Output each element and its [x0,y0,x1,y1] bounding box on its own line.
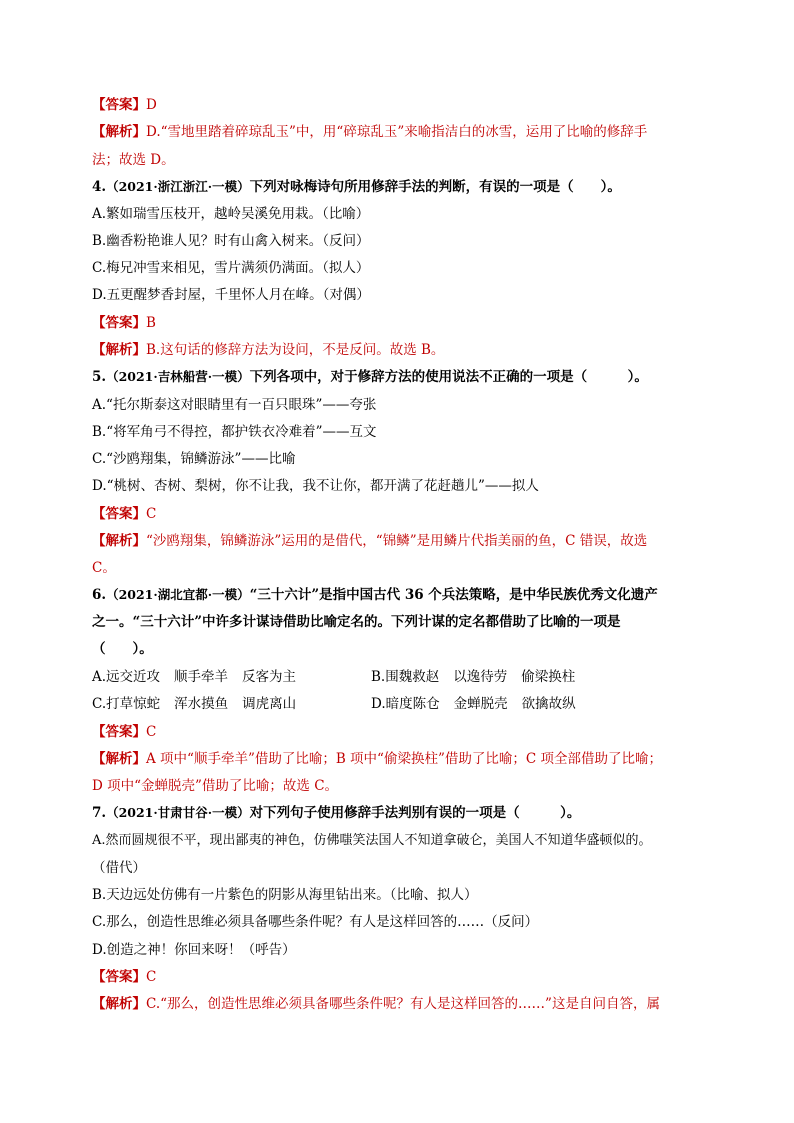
question-stem [92,803,580,823]
question-text: 对下列句子使用修辞手法判别有误的一项是（ ）。 [249,805,581,821]
answer-line [92,313,156,333]
option-item: 远交近攻 [106,669,161,685]
question-number: 4. [92,179,107,195]
answer-value: C [146,969,157,985]
question-source: （2021·吉林船营·一模） [106,369,250,384]
option-d: D.“桃树、杏树、梨树，你不让我，我不让你，都开满了花赶趟儿”——拟人 [92,478,539,494]
question-stem [92,177,621,197]
analysis-line [92,340,444,360]
option-letter: B. [371,669,386,685]
question-number: 7. [92,805,107,821]
question-text: 下列对咏梅诗句所用修辞手法的判断，有误的一项是（ ）。 [249,179,621,195]
option-c: C.梅兄冲雪来相见，雪片满须仍满面。（拟人） [92,260,370,276]
option-item: 打草惊蛇 [106,696,161,712]
answer-tag: 【答案】 [92,506,146,522]
option-item: 偷梁换柱 [521,669,576,685]
analysis-tag: 【解析】 [92,996,146,1012]
answer-line [92,722,156,742]
option-b: B.“将军角弓不得控，都护铁衣冷难着”——互文 [92,424,377,440]
answer-value: D [146,97,157,113]
question-source: （2021·浙江浙江·一模） [106,179,250,194]
question-text-continuation: 之一。“三十六计”中许多计谋诗借助比喻定名的。下列计谋的定名都借助了比喻的一项是 [92,614,621,630]
option-b: B.天边远处仿佛有一片紫色的阴影从海里钻出来。（比喻、拟人） [92,887,478,903]
option-item: 浑水摸鱼 [174,696,229,712]
option-d: D.创造之神！你回来呀！（呼告） [92,942,296,958]
question-stem [92,585,658,605]
answer-tag: 【答案】 [92,315,146,331]
option-letter: A. [92,669,107,685]
option-item: 以逸待劳 [453,669,508,685]
question-text: 下列各项中，对于修辞方法的使用说法不正确的一项是（ ）。 [249,369,648,385]
answer-line [92,95,157,115]
option-a: A.“托尔斯泰这对眼睛里有一百只眼珠”——夸张 [92,397,377,413]
option-item: 反客为主 [242,669,297,685]
analysis-tag: 【解析】 [92,533,146,549]
option-b: B.幽香粉艳谁人见？时有山禽入树来。（反问） [92,233,370,249]
question-number: 5. [92,369,107,385]
analysis-continuation: D 项中“金蝉脱壳”借助了比喻；故选 C。 [92,778,339,794]
answer-value: B [146,315,156,331]
option-letter: C. [92,696,107,712]
option-a-continuation: （借代） [92,860,146,876]
option-a: A.繁如瑞雪压枝开，越岭吴溪免用栽。（比喻） [92,206,370,222]
option-d [371,694,576,714]
answer-line [92,504,156,524]
analysis-text: A 项中“顺手牵羊”借助了比喻；B 项中“偷梁换柱”借助了比喻；C 项全部借助了比喻； [146,751,662,767]
option-b [371,667,575,687]
answer-line [92,967,156,987]
analysis-continuation: 法；故选 D。 [92,152,175,168]
option-c: C.“沙鸥翔集，锦鳞游泳”——比喻 [92,451,296,467]
analysis-line [92,122,647,142]
answer-value: C [146,506,157,522]
analysis-tag: 【解析】 [92,124,146,140]
analysis-line [92,994,660,1014]
option-letter: D. [371,696,386,712]
option-item: 暗度陈仓 [385,696,440,712]
question-text: “三十六计”是指中国古代 36 个兵法策略，是中华民族优秀文化遗产 [249,587,658,603]
option-d: D.五更醒梦香封屋，千里怀人月在峰。（对偶） [92,287,370,303]
answer-tag: 【答案】 [92,724,146,740]
answer-value: C [146,724,157,740]
analysis-line [92,531,647,551]
analysis-text: B.这句话的修辞方法为设问，不是反问。故选 B。 [146,342,445,358]
option-item: 调虎离山 [242,696,297,712]
option-item: 围魏救赵 [385,669,440,685]
analysis-tag: 【解析】 [92,342,146,358]
option-c: C.那么，创造性思维必须具备哪些条件呢？有人是这样回答的……（反问） [92,914,539,930]
analysis-text: C.“那么，创造性思维必须具备哪些条件呢？有人是这样回答的……”这是自问自答，属 [146,996,660,1012]
answer-tag: 【答案】 [92,97,146,113]
question-stem [92,367,648,387]
question-text-continuation: （ ）。 [92,641,153,657]
option-a [92,667,296,687]
option-item: 欲擒故纵 [521,696,576,712]
analysis-line [92,749,662,769]
question-source: （2021·湖北宜都·一模） [106,587,250,602]
analysis-text: D.“雪地里踏着碎琼乱玉”中，用“碎琼乱玉”来喻指洁白的冰雪，运用了比喻的修辞手 [146,124,648,140]
option-c [92,694,296,714]
question-number: 6. [92,587,107,603]
analysis-continuation: C。 [92,560,116,576]
option-a: A.然而圆规很不平，现出鄙夷的神色，仿佛嗤笑法国人不知道拿破仑，美国人不知道华盛顿似的。 [92,833,652,848]
analysis-text: “沙鸥翔集，锦鳞游泳”运用的是借代，“锦鳞”是用鳞片代指美丽的鱼，C 错误，故选 [146,533,648,549]
question-source: （2021·甘肃甘谷·一模） [106,805,250,820]
analysis-tag: 【解析】 [92,751,146,767]
option-item: 顺手牵羊 [174,669,229,685]
answer-tag: 【答案】 [92,969,146,985]
option-item: 金蝉脱壳 [453,696,508,712]
